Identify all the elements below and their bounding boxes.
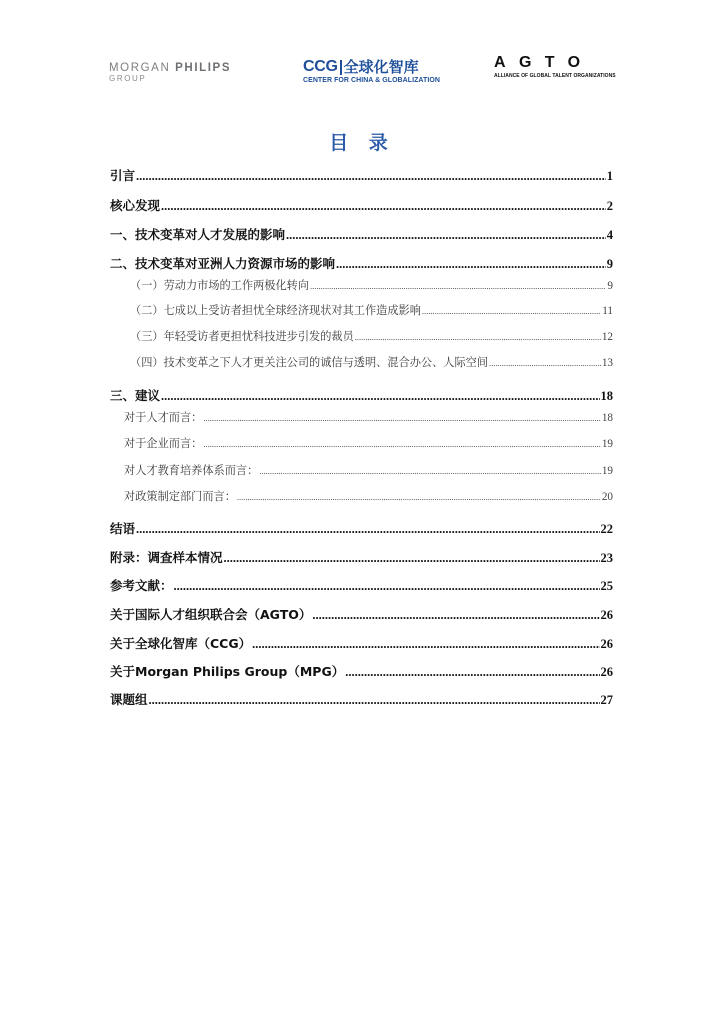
toc-entry-label: 对政策制定部门而言： [124,490,236,503]
toc-title: 目 录 [329,132,395,154]
toc-entry-page: 13 [601,357,613,369]
toc-leader-dots [203,436,600,452]
toc-entry[interactable] [110,606,613,624]
group-text: GROUP [109,74,147,83]
toc-leader-dots [136,520,599,538]
toc-leader-dots [286,226,606,244]
toc-entry-label: （四）技术变革之下人才更关注公司的诚信与透明、混合办公、人际空间 [130,356,489,369]
toc-leader-dots [489,355,601,371]
toc-entry[interactable] [110,691,613,709]
toc-entry-label: 对人才教育培养体系而言： [124,464,259,477]
toc-entry-label: 核心发现 [110,198,161,213]
toc-leader-dots [203,410,600,426]
toc-subentry[interactable] [124,436,613,452]
toc-entry-label: 关于Morgan Philips Group（MPG） [110,664,345,679]
toc-entry-label: 三、建议 [110,388,161,403]
toc-subentry[interactable] [124,489,613,505]
toc-entry-label: 结语 [110,521,136,536]
toc-entry-label: 关于国际人才组织联合会（AGTO） [110,607,312,622]
toc-entry-page: 18 [600,389,613,403]
toc-subentry[interactable] [130,355,613,371]
toc-subentry[interactable] [124,463,613,479]
toc-leader-dots [355,329,601,345]
toc-subentry[interactable] [130,329,613,345]
toc-entry-page: 20 [601,491,613,503]
toc-entry-page: 9 [607,280,613,292]
toc-entry[interactable] [110,549,613,567]
toc-entry[interactable] [110,255,613,273]
agto-wordmark: AGTO [494,54,594,71]
toc-entry-page: 9 [606,257,613,271]
philips-text: PHILIPS [175,62,232,74]
toc-entry-page: 1 [606,169,613,183]
toc-entry-page: 25 [600,579,613,593]
toc-entry-label: 二、技术变革对亚洲人力资源市场的影响 [110,256,336,271]
agto-full-name: ALLIANCE OF GLOBAL TALENT ORGANIZATIONS [494,73,616,79]
toc-entry-label: 关于全球化智库（CCG） [110,636,252,651]
ccg-mark: CCG [303,58,338,75]
toc-leader-dots [422,303,601,319]
toc-leader-dots [161,387,599,405]
toc-entry-label: （二）七成以上受访者担忧全球经济现状对其工作造成影响 [130,304,421,317]
toc-entry-page: 12 [601,331,613,343]
toc-leader-dots [345,663,599,681]
toc-entry-page: 27 [600,693,613,707]
toc-entry-page: 22 [600,522,613,536]
toc-entry-page: 19 [601,465,613,477]
toc-leader-dots [252,635,599,653]
toc-leader-dots [161,197,606,215]
toc-entry-label: （三）年轻受访者更担忧科技进步引发的裁员 [130,330,354,343]
toc-entry[interactable] [110,167,613,185]
toc-entry[interactable] [110,577,613,595]
toc-leader-dots [149,691,600,709]
toc-entry[interactable] [110,635,613,653]
toc-leader-dots [310,278,606,294]
toc-entry-label: 参考文献： [110,578,173,593]
toc-leader-dots [136,167,606,185]
toc-leader-dots [174,577,600,595]
toc-entry[interactable] [110,197,613,215]
toc-entry-page: 26 [600,608,613,622]
toc-entry[interactable] [110,387,613,405]
toc-entry-page: 23 [600,551,613,565]
toc-entry[interactable] [110,226,613,244]
toc-entry-label: 引言 [110,168,136,183]
ccg-chinese-name: 全球化智库 [343,58,419,76]
toc-subentry[interactable] [130,303,613,319]
toc-entry-page: 18 [601,412,613,424]
toc-entry-label: 一、技术变革对人才发展的影响 [110,227,286,242]
toc-entry-page: 26 [600,665,613,679]
ccg-english-name: CENTER FOR CHINA & GLOBALIZATION [303,77,440,84]
toc-entry[interactable] [110,520,613,538]
toc-leader-dots [259,463,601,479]
toc-entry-label: 对于人才而言： [124,411,203,424]
toc-entry-page: 26 [600,637,613,651]
toc-entry-page: 4 [606,228,613,242]
toc-entry[interactable] [110,663,613,681]
toc-entry-label: 课题组 [110,692,148,707]
toc-entry-label: （一）劳动力市场的工作两极化转向 [130,279,310,292]
toc-leader-dots [224,549,600,567]
toc-entry-label: 附录：调查样本情况 [110,550,223,565]
toc-subentry[interactable] [124,410,613,426]
morgan-text: MORGAN [109,62,176,74]
toc-leader-dots [312,606,599,624]
toc-entry-page: 11 [602,305,613,317]
toc-entry-page: 2 [606,199,613,213]
toc-leader-dots [237,489,601,505]
toc-subentry[interactable] [130,278,613,294]
toc-entry-page: 19 [601,438,613,450]
toc-leader-dots [336,255,606,273]
toc-entry-label: 对于企业而言： [124,437,203,450]
